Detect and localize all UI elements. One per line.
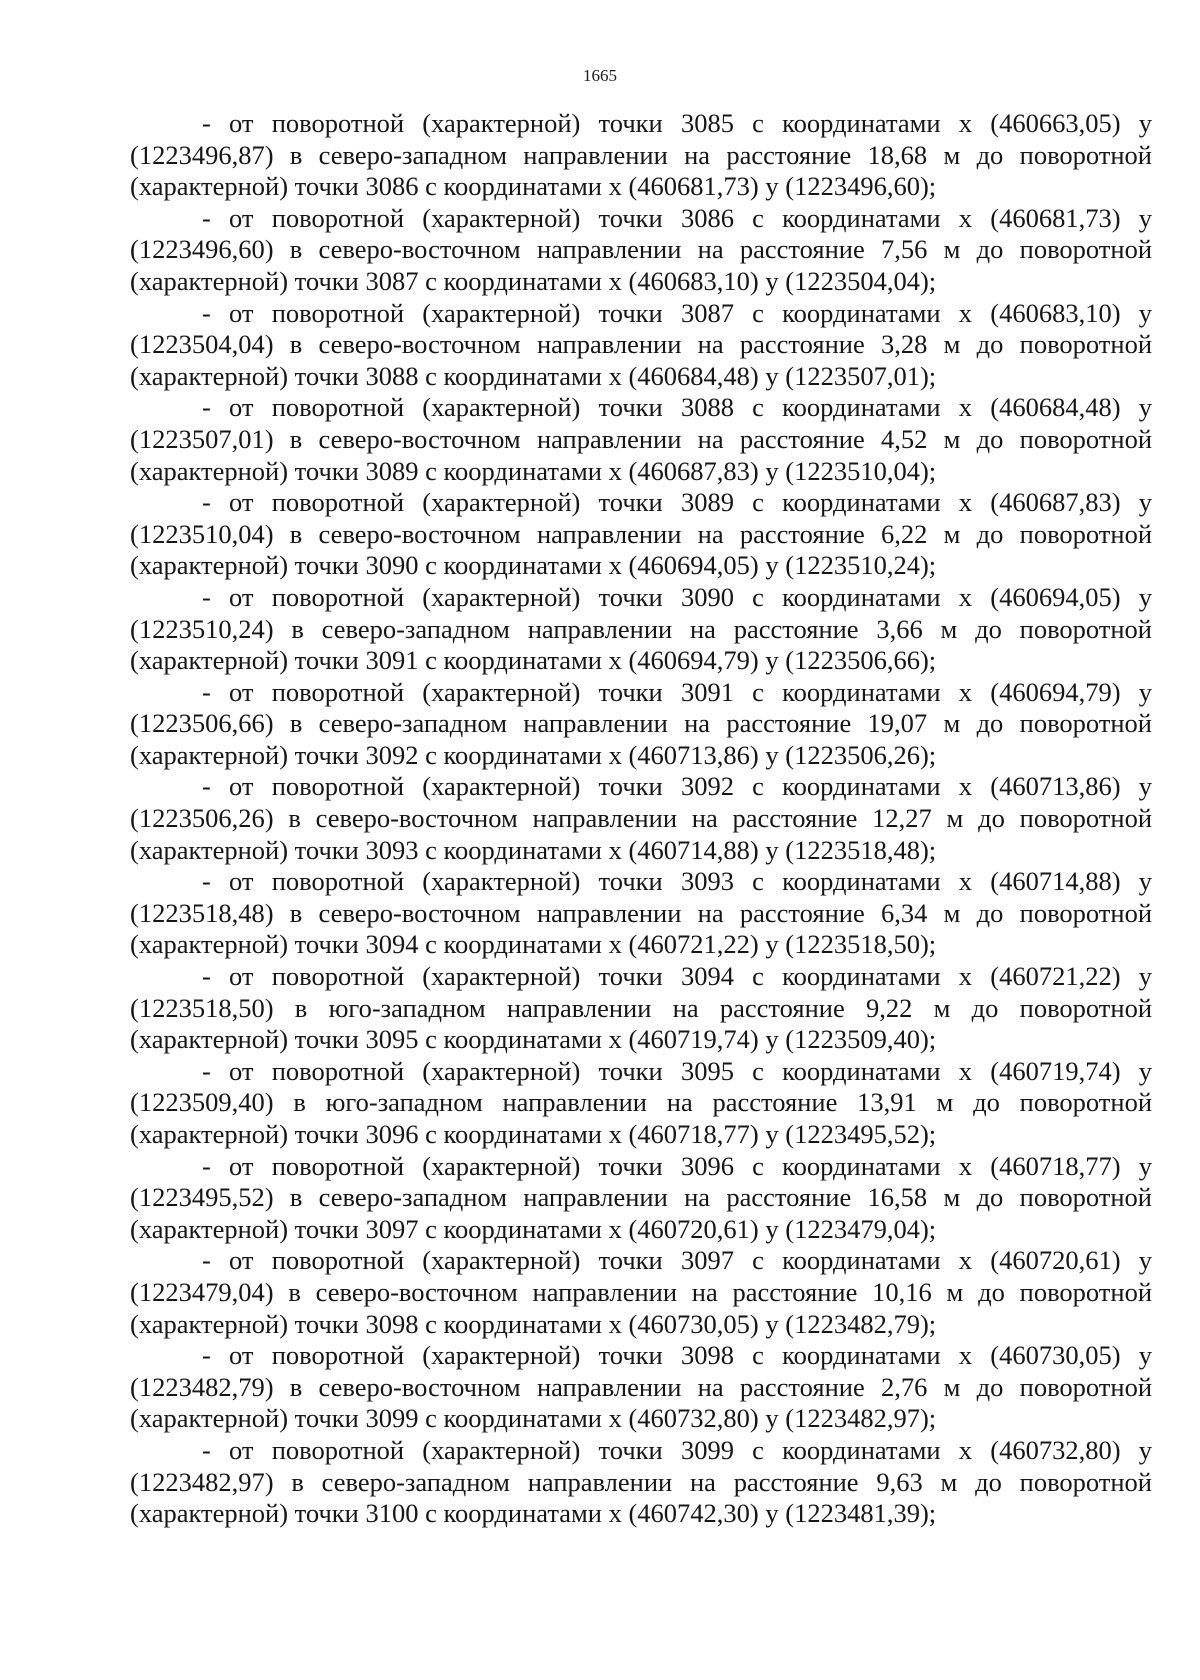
boundary-paragraph: - от поворотной (характерной) точки 3096 с координатами х (460718,77) у (1223495,52) в северо-западном направлении на расстояние 16,58 м до поворотной (характерной) точки 3097 с координатами х (460720,61) у (1223479,04); [130,1150,1152,1244]
boundary-paragraph: - от поворотной (характерной) точки 3085 с координатами х (460663,05) у (1223496,87) в северо-западном направлении на расстояние 18,68 м до поворотной (характерной) точки 3086 с координатами х (460681,73) у (1223496,60); [130,108,1152,202]
boundary-paragraph: - от поворотной (характерной) точки 3088 с координатами х (460684,48) у (1223507,01) в северо-восточном направлении на расстояние 4,52 м до поворотной (характерной) точки 3089 с координатами х (460687,83) у (1223510,04); [130,392,1152,486]
boundary-paragraph: - от поворотной (характерной) точки 3090 с координатами х (460694,05) у (1223510,24) в северо-западном направлении на расстояние 3,66 м до поворотной (характерной) точки 3091 с координатами х (460694,79) у (1223506,66); [130,581,1152,676]
boundary-paragraph: - от поворотной (характерной) точки 3095 с координатами х (460719,74) у (1223509,40) в юго-западном направлении на расстояние 13,91 м до поворотной (характерной) точки 3096 с координатами х (460718,77) у (1223495,52); [130,1055,1152,1149]
page-number: 1665 [583,66,617,85]
boundary-paragraph: - от поворотной (характерной) точки 3087 с координатами х (460683,10) у (1223504,04) в северо-восточном направлении на расстояние 3,28 м до поворотной (характерной) точки 3088 с координатами х (460684,48) у (1223507,01); [130,297,1152,391]
boundary-paragraph: - от поворотной (характерной) точки 3094 с координатами х (460721,22) у (1223518,50) в юго-западном направлении на расстояние 9,22 м до поворотной (характерной) точки 3095 с координатами х (460719,74) у (1223509,40); [130,961,1152,1055]
boundary-paragraph: - от поворотной (характерной) точки 3093 с координатами х (460714,88) у (1223518,48) в северо-восточном направлении на расстояние 6,34 м до поворотной (характерной) точки 3094 с координатами х (460721,22) у (1223518,50); [130,866,1152,960]
boundary-paragraph: - от поворотной (характерной) точки 3099 с координатами х (460732,80) у (1223482,97) в северо-западном направлении на расстояние 9,63 м до поворотной (характерной) точки 3100 с координатами х (460742,30) у (1223481,39); [130,1434,1152,1529]
document-body [130,108,1152,1530]
boundary-paragraph: - от поворотной (характерной) точки 3098 с координатами х (460730,05) у (1223482,79) в северо-восточном направлении на расстояние 2,76 м до поворотной (характерной) точки 3099 с координатами х (460732,80) у (1223482,97); [130,1340,1152,1434]
boundary-paragraph: - от поворотной (характерной) точки 3097 с координатами х (460720,61) у (1223479,04) в северо-восточном направлении на расстояние 10,16 м до поворотной (характерной) точки 3098 с координатами х (460730,05) у (1223482,79); [130,1245,1152,1339]
boundary-paragraph: - от поворотной (характерной) точки 3086 с координатами х (460681,73) у (1223496,60) в северо-восточном направлении на расстояние 7,56 м до поворотной (характерной) точки 3087 с координатами х (460683,10) у (1223504,04); [130,202,1152,296]
boundary-paragraph: - от поворотной (характерной) точки 3089 с координатами х (460687,83) у (1223510,04) в северо-восточном направлении на расстояние 6,22 м до поворотной (характерной) точки 3090 с координатами х (460694,05) у (1223510,24); [130,487,1152,581]
boundary-paragraph: - от поворотной (характерной) точки 3091 с координатами х (460694,79) у (1223506,66) в северо-западном направлении на расстояние 19,07 м до поворотной (характерной) точки 3092 с координатами х (460713,86) у (1223506,26); [130,676,1152,770]
boundary-paragraph: - от поворотной (характерной) точки 3092 с координатами х (460713,86) у (1223506,26) в северо-восточном направлении на расстояние 12,27 м до поворотной (характерной) точки 3093 с координатами х (460714,88) у (1223518,48); [130,771,1152,865]
